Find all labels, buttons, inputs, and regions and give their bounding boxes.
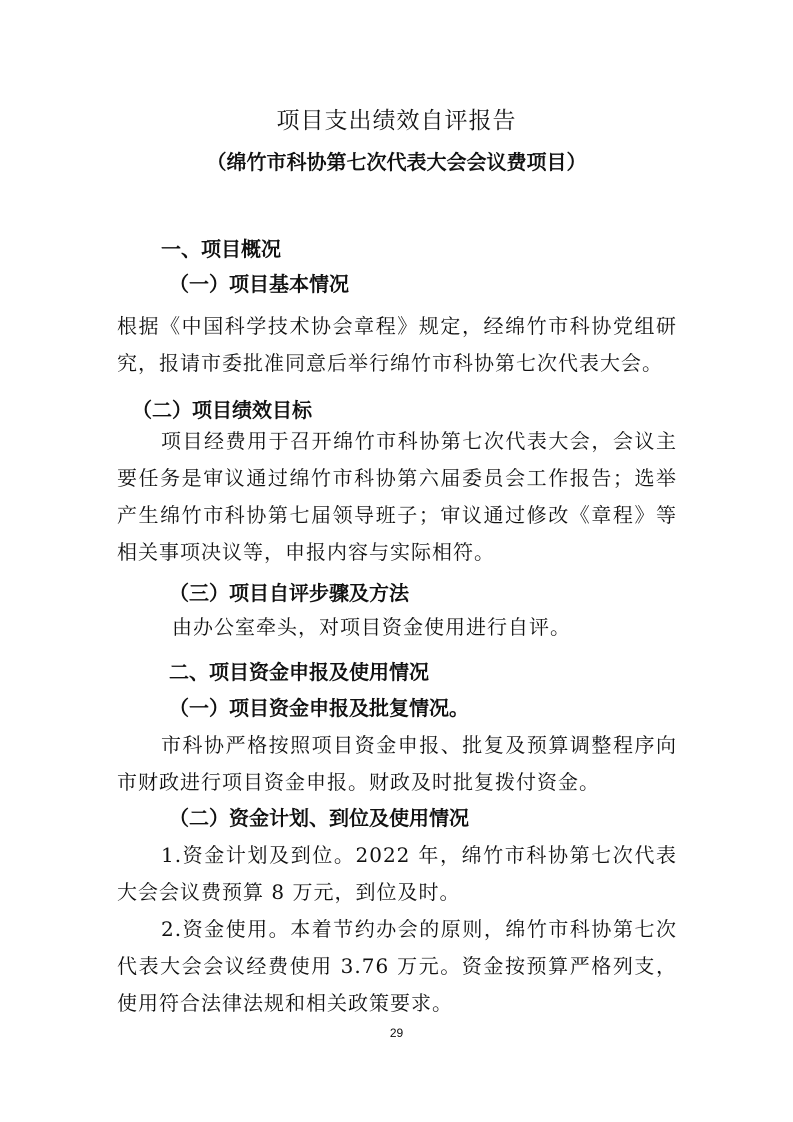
section-heading-2: 二、项目资金申报及使用情况 <box>169 660 429 684</box>
paragraph-1-2: 项目经费用于召开绵竹市科协第七次代表大会，会议主要任务是审议通过绵竹市科协第六届委员会工作报告；选举产生绵竹市科协第七届领导班子；审议通过修改《章程》等相关事项决议等，申报内容与实际相符。 <box>117 429 677 564</box>
subsection-heading-1-3: （三）项目自评步骤及方法 <box>169 581 409 605</box>
report-title: 项目支出绩效自评报告 <box>276 108 517 134</box>
section-heading-1: 一、项目概况 <box>161 237 281 261</box>
paragraph-2-2b: 2.资金使用。本着节约办会的原则，绵竹市科协第七次代表大会会议经费使用 3.76 万元。资金按预算严格列支，使用符合法律法规和相关政策要求。 <box>117 917 677 1015</box>
page-number: 29 <box>389 1026 404 1040</box>
paragraph-1-3: 由办公室牵头，对项目资金使用进行自评。 <box>172 615 571 639</box>
subsection-heading-2-2: （二）资金计划、到位及使用情况 <box>169 806 469 830</box>
report-subtitle: （绵竹市科协第七次代表大会会议费项目） <box>206 150 587 174</box>
paragraph-2-2a: 1.资金计划及到位。2022 年，绵竹市科协第七次代表大会会议费预算 8 万元，到位及时。 <box>117 843 677 904</box>
subsection-heading-2-1: （一）项目资金申报及批复情况。 <box>169 696 469 720</box>
subsection-heading-1-2: （二）项目绩效目标 <box>132 398 312 422</box>
paragraph-1-1: 根据《中国科学技术协会章程》规定，经绵竹市科协党组研究，报请市委批准同意后举行绵竹市科协第七次代表大会。 <box>117 314 677 375</box>
paragraph-2-1: 市科协严格按照项目资金申报、批复及预算调整程序向市财政进行项目资金申报。财政及时批复拨付资金。 <box>117 733 677 794</box>
subsection-heading-1-1: （一）项目基本情况 <box>169 272 349 296</box>
